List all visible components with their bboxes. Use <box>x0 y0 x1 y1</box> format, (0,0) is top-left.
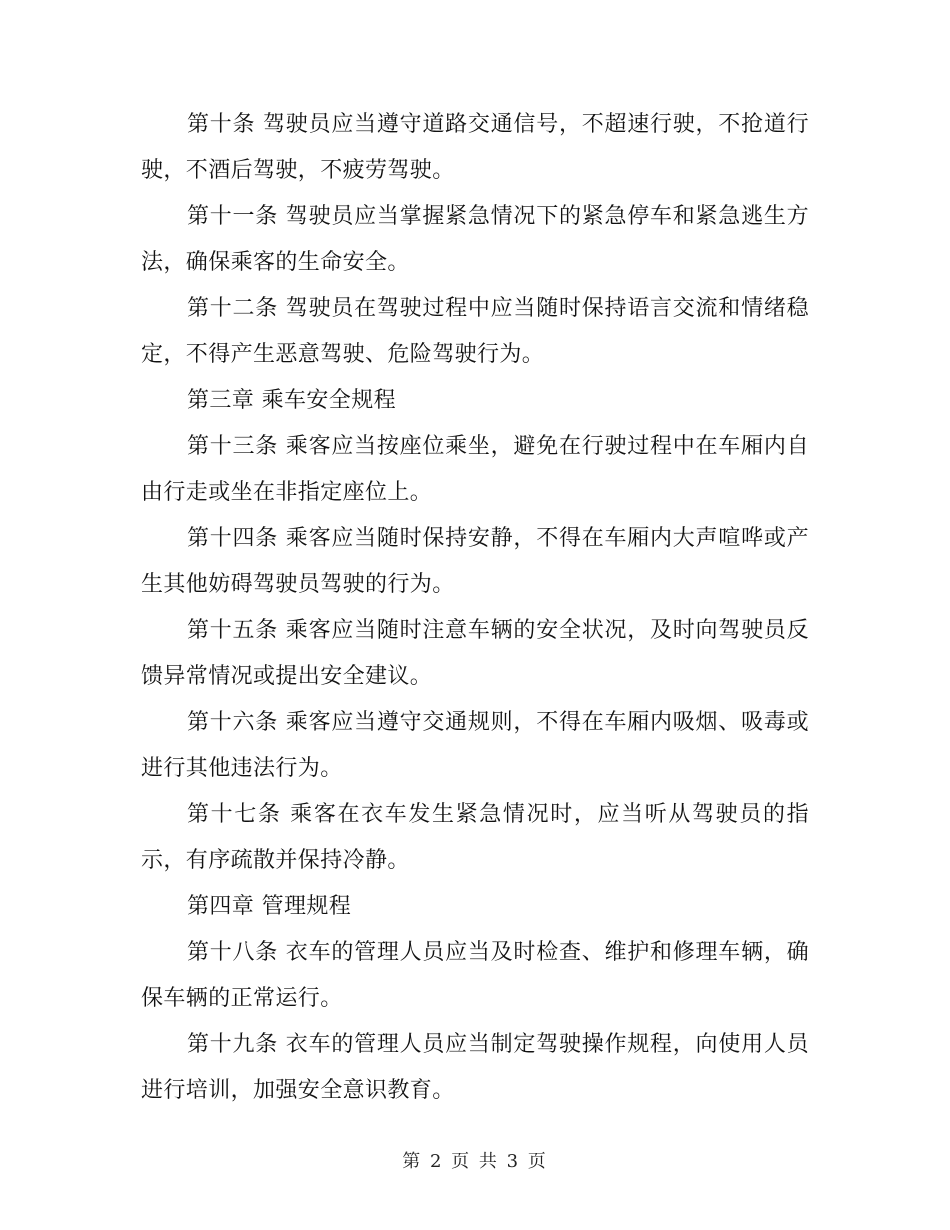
chapter-3-heading: 第三章 乘车安全规程 <box>187 388 396 413</box>
article-11: 第十一条 驾驶员应当掌握紧急情况下的紧急停车和紧急逃生方法，确保乘客的生命安全。 <box>141 204 809 275</box>
article-10: 第十条 驾驶员应当遵守道路交通信号，不超速行驶，不抢道行驶，不酒后驾驶，不疲劳驾驶。 <box>141 112 809 183</box>
document-body <box>141 102 809 1114</box>
article-14: 第十四条 乘客应当随时保持安静，不得在车厢内大声喧哗或产生其他妨碍驾驶员驾驶的行为。 <box>141 526 809 597</box>
article-13: 第十三条 乘客应当按座位乘坐，避免在行驶过程中在车厢内自由行走或坐在非指定座位上。 <box>141 434 809 505</box>
article-15: 第十五条 乘客应当随时注意车辆的安全状况，及时向驾驶员反馈异常情况或提出安全建议。 <box>141 618 809 689</box>
article-16: 第十六条 乘客应当遵守交通规则，不得在车厢内吸烟、吸毒或进行其他违法行为。 <box>141 710 809 781</box>
article-17: 第十七条 乘客在衣车发生紧急情况时，应当听从驾驶员的指示，有序疏散并保持冷静。 <box>141 802 809 873</box>
article-18: 第十八条 衣车的管理人员应当及时检查、维护和修理车辆，确保车辆的正常运行。 <box>141 940 809 1011</box>
article-19: 第十九条 衣车的管理人员应当制定驾驶操作规程，向使用人员进行培训，加强安全意识教育。 <box>141 1032 809 1103</box>
article-12: 第十二条 驾驶员在驾驶过程中应当随时保持语言交流和情绪稳定，不得产生恶意驾驶、危险驾驶行为。 <box>141 296 809 367</box>
chapter-4-heading: 第四章 管理规程 <box>187 894 352 919</box>
page-number-footer: 第 2 页 共 3 页 <box>402 1151 548 1172</box>
